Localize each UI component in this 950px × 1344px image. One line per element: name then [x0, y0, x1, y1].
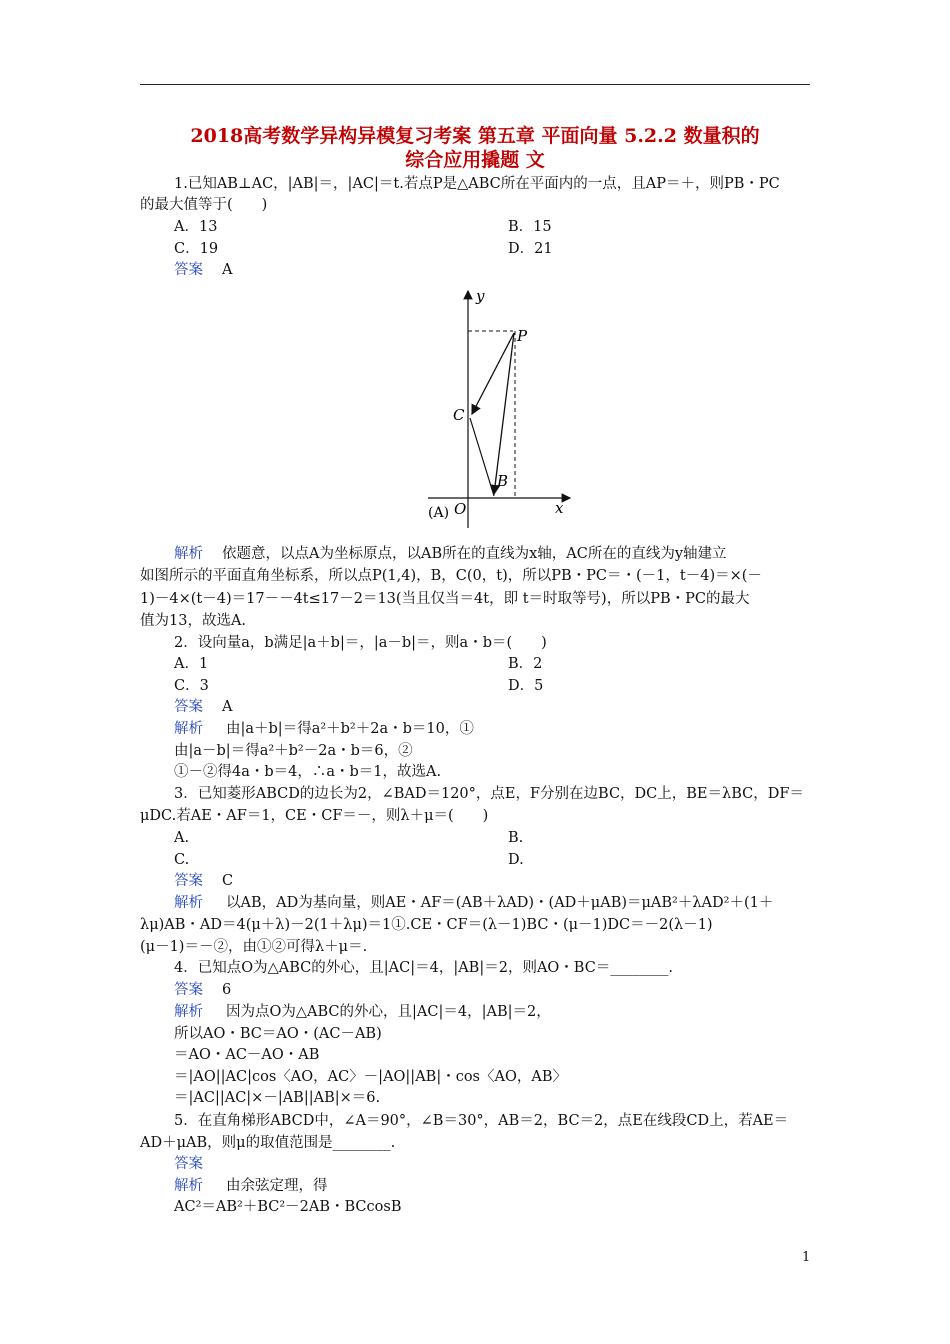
q2-option-a: A．1: [174, 656, 209, 672]
q2-explanation-line-2: 由|a－b|＝得a²＋b²－2a・b＝6，②: [174, 743, 413, 759]
q4-answer-label: 答案: [174, 982, 203, 998]
point-c-label: C: [453, 406, 465, 424]
q3-answer-label: 答案: [174, 873, 203, 889]
q4-explanation-label: 解析: [174, 1004, 203, 1020]
q2-option-b: B．2: [508, 656, 543, 672]
q1-option-a: A．13: [174, 219, 218, 235]
q1-explanation-label: 解析: [174, 546, 203, 562]
point-p-label: P: [517, 327, 528, 345]
header-rule: [140, 84, 810, 85]
q1-answer-label: 答案: [174, 262, 203, 278]
q3-stem-line-2: μDC.若AE・AF＝1，CE・CF＝－，则λ＋μ＝( ): [140, 808, 489, 824]
q2-option-d: D．5: [508, 678, 544, 694]
q1-option-d: D．21: [508, 241, 553, 257]
vector-pc: [472, 333, 514, 414]
q4-explanation-line-5: ＝|AC||AC|×－|AB||AB|×＝6.: [174, 1090, 381, 1106]
origin-label: O: [454, 500, 467, 518]
q3-explanation-label: 解析: [174, 895, 203, 911]
q3-explanation-line-3: (μ－1)＝－②，由①②可得λ＋μ＝.: [140, 939, 368, 955]
q2-explanation-label: 解析: [174, 721, 203, 737]
q2-explanation-line-1: 由|a＋b|＝得a²＋b²＋2a・b＝10，①: [226, 721, 474, 737]
page-number: 1: [802, 1250, 811, 1265]
q5-explanation-label: 解析: [174, 1178, 203, 1194]
q2-explanation-line-3: ①－②得4a・b＝4，∴a・b＝1，故选A.: [174, 764, 442, 780]
q5-stem-line-2: AD＋μAB，则μ的取值范围是________.: [140, 1135, 396, 1151]
q1-explanation-line-4: 值为13，故选A.: [140, 613, 247, 629]
q3-option-c: C.: [174, 852, 190, 868]
q5-answer-label: 答案: [174, 1156, 203, 1172]
q1-stem-line-1: 1.已知AB⊥AC，|AB|＝，|AC|＝t.若点P是△ABC所在平面内的一点，且AP＝＋，则PB・PC: [174, 176, 780, 192]
q5-explanation-line-1: 由余弦定理，得: [226, 1178, 328, 1194]
q4-stem-line-1: 4．已知点O为△ABC的外心，且|AC|＝4，|AB|＝2，则AO・BC＝________.: [174, 960, 673, 976]
q4-explanation-line-3: ＝AO・AC－AO・AB: [174, 1047, 320, 1063]
q2-answer: A: [222, 699, 233, 715]
coordinate-figure: [410, 283, 575, 528]
q2-option-c: C．3: [174, 678, 209, 694]
q3-option-d: D.: [508, 852, 524, 868]
doc-title-line-2: 综合应用撬题 文: [405, 149, 545, 171]
q5-explanation-line-2: AC²＝AB²＋BC²－2AB・BCcosB: [174, 1199, 402, 1215]
q2-answer-label: 答案: [174, 699, 203, 715]
q3-option-b: B.: [508, 830, 524, 846]
q5-stem-line-1: 5．在直角梯形ABCD中，∠A＝90°，∠B＝30°，AB＝2，BC＝2，点E在线段CD上，若AE＝: [174, 1113, 789, 1129]
segment-cb: [470, 418, 494, 496]
q1-option-c: C．19: [174, 241, 219, 257]
q3-explanation-line-2: λμ)AB・AD＝4(μ＋λ)－2(1＋λμ)＝1①.CE・CF＝(λ－1)BC・(μ－1)DC＝－2(λ－1): [140, 917, 713, 933]
doc-title-line-1: 2018高考数学异构异模复习考案 第五章 平面向量 5.2.2 数量积的: [190, 125, 760, 147]
x-axis-label: x: [555, 499, 564, 517]
q4-explanation-line-1: 因为点O为△ABC的外心，且|AC|＝4，|AB|＝2，: [226, 1004, 551, 1020]
q4-explanation-line-4: ＝|AO||AC|cos〈AO，AC〉－|AO||AB|・cos〈AO，AB〉: [174, 1069, 567, 1085]
point-b-label: B: [497, 472, 509, 490]
vector-pb: [494, 333, 514, 494]
q3-answer: C: [222, 873, 234, 889]
q3-option-a: A.: [174, 830, 190, 846]
q4-answer: 6: [222, 982, 232, 998]
figure-tag: (A): [428, 505, 450, 521]
q1-explanation-line-1: 依题意，以点A为坐标原点，以AB所在的直线为x轴，AC所在的直线为y轴建立: [222, 546, 727, 562]
q1-explanation-line-3: 1)－4×(t－4)＝17－－4t≤17－2＝13(当且仅当＝4t，即 t＝时取等号)，所以PB・PC的最大: [140, 591, 750, 607]
q4-explanation-line-2: 所以AO・BC＝AO・(AC－AB): [174, 1026, 382, 1042]
q1-explanation-line-2: 如图所示的平面直角坐标系，所以点P(1,4)，B，C(0，t)，所以PB・PC＝・(－1，t－4)＝×(－: [140, 568, 762, 584]
q1-option-b: B．15: [508, 219, 552, 235]
q2-stem-line-1: 2．设向量a，b满足|a＋b|＝，|a－b|＝，则a・b＝( ): [174, 635, 547, 651]
q1-stem-line-2: 的最大值等于( ): [140, 197, 268, 213]
q1-answer: A: [222, 262, 233, 278]
q3-explanation-line-1: 以AB，AD为基向量，则AE・AF＝(AB＋λAD)・(AD＋μAB)＝μAB²＋λAD²＋(1＋: [226, 895, 774, 911]
q3-stem-line-1: 3．已知菱形ABCD的边长为2，∠BAD＝120°，点E，F分别在边BC，DC上，BE＝λBC，DF＝: [174, 786, 804, 802]
y-axis-label: y: [476, 287, 485, 305]
